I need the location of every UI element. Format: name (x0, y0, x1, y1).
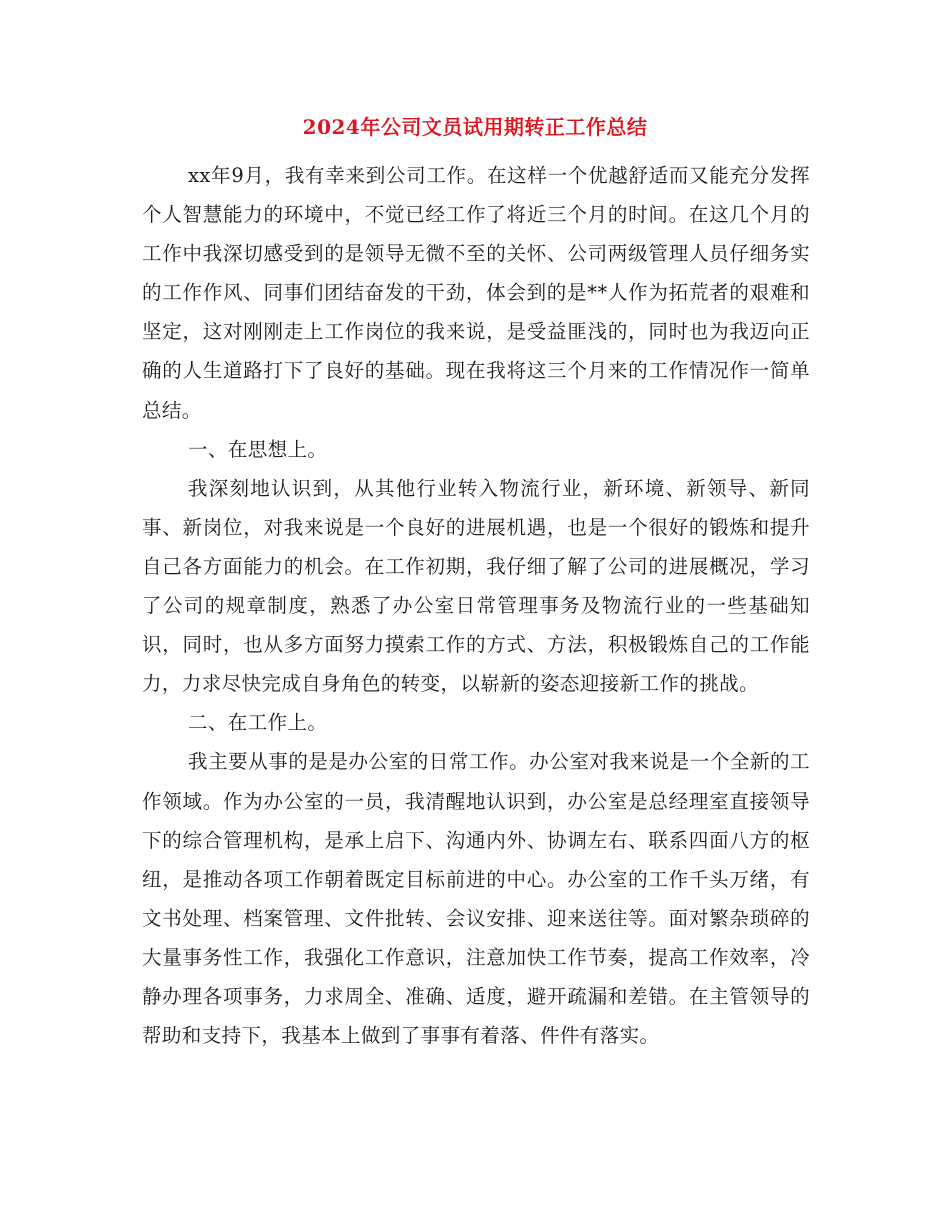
section-heading-work: 二、在工作上。 (188, 711, 328, 735)
section-heading-thought: 一、在思想上。 (188, 437, 328, 461)
document-body (142, 156, 810, 1055)
paragraph-work: 我主要从事的是是办公室的日常工作。办公室对我来说是一个全新的工作领域。作为办公室的一员，我清醒地认识到，办公室是总经理室直接领导下的综合管理机构，是承上启下、沟通内外、协调左右、联系四面八方的枢纽，是推动各项工作朝着既定目标前进的中心。办公室的工作千头万绪，有文书处理、档案管理、文件批转、会议安排、迎来送往等。面对繁杂琐碎的大量事务性工作，我强化工作意识，注意加快工作节奏，提高工作效率，冷静办理各项事务，力求周全、准确、适度，避开疏漏和差错。在主管领导的帮助和支持下，我基本上做到了事事有着落、件件有落实。 (142, 750, 810, 1048)
document-title: 2024年公司文员试用期转正工作总结 (302, 115, 648, 139)
paragraph-thought: 我深刻地认识到，从其他行业转入物流行业，新环境、新领导、新同事、新岗位，对我来说是一个良好的进展机遇，也是一个很好的锻炼和提升自己各方面能力的机会。在工作初期，我仔细了解了公司的进展概况，学习了公司的规章制度，熟悉了办公室日常管理事务及物流行业的一些基础知识，同时，也从多方面努力摸索工作的方式、方法，积极锻炼自己的工作能力，力求尽快完成自身角色的转变，以崭新的姿态迎接新工作的挑战。 (142, 476, 810, 696)
paragraph-intro: xx年9月，我有幸来到公司工作。在这样一个优越舒适而又能充分发挥个人智慧能力的环境中，不觉已经工作了将近三个月的时间。在这几个月的工作中我深切感受到的是领导无微不至的关怀、公司两级管理人员仔细务实的工作作风、同事们团结奋发的干劲，体会到的是**人作为拓荒者的艰难和坚定，这对刚刚走上工作岗位的我来说，是受益匪浅的，同时也为我迈向正确的人生道路打下了良好的基础。现在我将这三个月来的工作情况作一简单总结。 (142, 164, 810, 422)
